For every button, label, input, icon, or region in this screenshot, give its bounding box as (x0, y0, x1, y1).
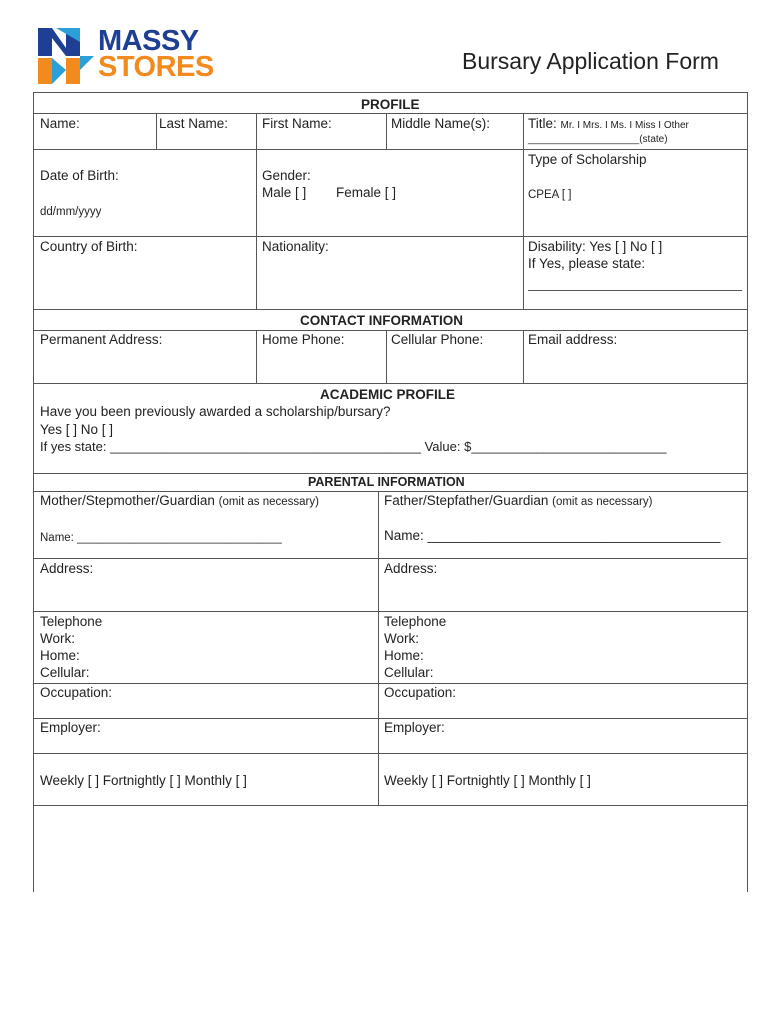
mother-cellular-field[interactable]: Cellular: (40, 665, 90, 680)
gender-male-checkbox[interactable]: Male [ ] (262, 185, 307, 200)
mother-pay-frequency-checkbox[interactable]: Weekly [ ] Fortnightly [ ] Monthly [ ] (40, 773, 247, 788)
mother-telephone-label: Telephone (40, 614, 103, 629)
parental-heading: PARENTAL INFORMATION (308, 475, 465, 489)
logo-line-massy: MASSY (98, 25, 199, 57)
mother-guardian-label: Mother/Stepmother/Guardian (omit as necessary) (40, 493, 319, 508)
father-name-field[interactable]: Name: _______________________________________ (384, 528, 721, 543)
father-address-field[interactable]: Address: (384, 561, 438, 576)
scholarship-type-label: Type of Scholarship (528, 152, 647, 167)
document-title: Bursary Application Form (462, 48, 719, 74)
academic-heading: ACADEMIC PROFILE (320, 387, 455, 402)
mother-address-field[interactable]: Address: (40, 561, 94, 576)
father-home-phone-field[interactable]: Home: (384, 648, 424, 663)
mother-home-phone-field[interactable]: Home: (40, 648, 80, 663)
title-options: Mr. I Mrs. I Ms. I Miss I Other (560, 120, 689, 131)
disability-state-field[interactable]: If Yes, please state: (528, 256, 646, 271)
father-cellular-field[interactable]: Cellular: (384, 665, 434, 680)
title-other-state[interactable]: ____________________(state) (528, 134, 668, 145)
logo-line-stores: STORES (98, 51, 214, 83)
father-pay-frequency-checkbox[interactable]: Weekly [ ] Fortnightly [ ] Monthly [ ] (384, 773, 591, 788)
permanent-address-field[interactable]: Permanent Address: (40, 332, 163, 347)
father-work-phone-field[interactable]: Work: (384, 631, 420, 646)
last-name-field[interactable]: Last Name: (159, 116, 229, 131)
date-of-birth-field[interactable]: Date of Birth: (40, 168, 119, 183)
gender-female-checkbox[interactable]: Female [ ] (336, 185, 397, 200)
mother-work-phone-field[interactable]: Work: (40, 631, 76, 646)
father-guardian-label: Father/Stepfather/Guardian (omit as necessary) (384, 493, 653, 508)
gender-label: Gender: (262, 168, 311, 183)
cellular-phone-field[interactable]: Cellular Phone: (391, 332, 484, 347)
previous-award-details[interactable]: If yes state: ___________________________________________ Value: $___________________________ (40, 439, 667, 454)
father-occupation-field[interactable]: Occupation: (384, 685, 457, 700)
disability-checkbox[interactable]: Disability: Yes [ ] No [ ] (528, 239, 663, 254)
home-phone-field[interactable]: Home Phone: (262, 332, 345, 347)
nationality-field[interactable]: Nationality: (262, 239, 329, 254)
title-label: Title: (528, 116, 557, 131)
massy-stores-logo (36, 26, 216, 86)
father-employer-field[interactable]: Employer: (384, 720, 445, 735)
previous-award-question: Have you been previously awarded a scholarship/bursary? (40, 404, 391, 419)
country-of-birth-field[interactable]: Country of Birth: (40, 239, 138, 254)
mother-occupation-field[interactable]: Occupation: (40, 685, 113, 700)
name-label: Name: (40, 116, 80, 131)
date-of-birth-format: dd/mm/yyyy (40, 206, 102, 218)
profile-heading: PROFILE (361, 97, 420, 112)
mother-employer-field[interactable]: Employer: (40, 720, 101, 735)
first-name-field[interactable]: First Name: (262, 116, 332, 131)
mother-name-field[interactable]: Name: ________________________________ (40, 532, 282, 544)
contact-heading: CONTACT INFORMATION (300, 313, 463, 328)
father-telephone-label: Telephone (384, 614, 447, 629)
previous-award-checkbox[interactable]: Yes [ ] No [ ] (40, 422, 114, 437)
cpea-checkbox[interactable]: CPEA [ ] (528, 189, 572, 201)
email-address-field[interactable]: Email address: (528, 332, 618, 347)
middle-names-field[interactable]: Middle Name(s): (391, 116, 491, 131)
massy-m-mark-icon (36, 26, 98, 86)
